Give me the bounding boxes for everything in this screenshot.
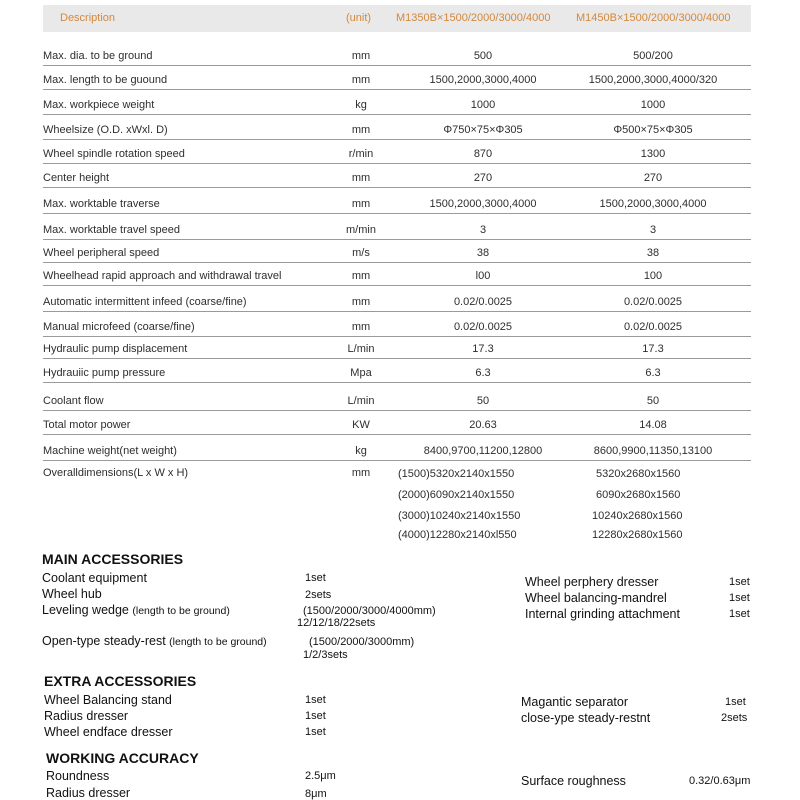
accuracy-radius-value: 8μm	[305, 788, 327, 800]
spec-name: Max. dia. to be ground	[43, 50, 153, 62]
endface-dresser-qty: 1set	[305, 726, 326, 738]
spec-name: Hydraulic pump displacement	[43, 343, 188, 355]
internal-grinding-label: Internal grinding attachment	[525, 607, 680, 621]
spec-name: Max. worktable travel speed	[43, 224, 180, 236]
spec-unit: mm	[351, 296, 371, 308]
spec-row	[43, 240, 751, 263]
spec-value-m1450b: 1500,2000,3000,4000/320	[588, 74, 718, 86]
extra-accessories-title: EXTRA ACCESSORIES	[44, 673, 197, 689]
leveling-wedge-name: Leveling wedge	[42, 603, 129, 617]
spec-value-m1450b: 1300	[640, 148, 666, 160]
leveling-wedge-note: (length to be ground)	[132, 605, 230, 617]
spec-unit: mm	[351, 270, 371, 282]
header-unit: (unit)	[346, 12, 372, 24]
surface-roughness-value: 0.32/0.63μm	[689, 775, 751, 787]
spec-row	[43, 314, 751, 337]
spec-row	[43, 289, 751, 312]
spec-value-m1350b: 3	[479, 224, 487, 236]
steady-rest-note: (length to be ground)	[169, 636, 267, 648]
spec-value-m1350b: 8400,9700,11200,12800	[423, 445, 543, 457]
spec-value-m1350b: 0.02/0.0025	[453, 321, 513, 333]
spec-row	[43, 336, 751, 359]
spec-value-m1450b: 8600,9900,11350,13100	[593, 445, 713, 457]
spec-row	[43, 67, 751, 90]
balancing-mandrel-qty: 1set	[729, 592, 750, 604]
spec-value-m1350b: 500	[473, 50, 493, 62]
magnetic-separator-label: Magantic separator	[521, 695, 629, 709]
spec-row	[43, 43, 751, 66]
steady-rest-qty: 1/2/3sets	[303, 649, 348, 661]
main-accessories-title: MAIN ACCESSORIES	[42, 551, 184, 567]
spec-unit: mm	[351, 50, 371, 62]
spec-value-m1350b: 870	[473, 148, 493, 160]
spec-value-m1350b: 0.02/0.0025	[453, 296, 513, 308]
accuracy-radius-label: Radius dresser	[46, 786, 131, 800]
spec-name: Automatic intermittent infeed (coarse/fine)	[43, 296, 247, 308]
balancing-mandrel-label: Wheel balancing-mandrel	[525, 591, 667, 605]
spec-value-m1350b: 1500,2000,3000,4000	[429, 74, 537, 86]
spec-row	[43, 412, 751, 435]
dimensions-m1450b-4: 12280x2680x1560	[592, 529, 683, 541]
spec-value-m1450b: 0.02/0.0025	[623, 321, 683, 333]
header-description: Description	[60, 12, 116, 24]
spec-value-m1450b: 6.3	[645, 367, 661, 379]
spec-unit: m/min	[346, 224, 376, 236]
spec-name: Max. length to be guound	[43, 74, 168, 86]
endface-dresser-label: Wheel endface dresser	[44, 725, 173, 739]
spec-unit: mm	[351, 321, 371, 333]
spec-value-m1450b: 38	[646, 247, 660, 259]
periphery-dresser-label: Wheel perphery dresser	[525, 575, 659, 589]
spec-unit: mm	[351, 124, 371, 136]
closed-steady-rest-qty: 2sets	[721, 712, 748, 724]
wheel-hub-qty: 2sets	[305, 589, 332, 601]
dimensions-m1450b-1: 5320x2680x1560	[596, 468, 681, 480]
spec-value-m1350b: 1000	[470, 99, 496, 111]
spec-row	[43, 438, 751, 461]
spec-name: Machine weight(net weight)	[43, 445, 177, 457]
radius-dresser-qty: 1set	[305, 710, 326, 722]
coolant-equipment-label: Coolant equipment	[42, 571, 147, 585]
spec-unit: mm	[351, 74, 371, 86]
spec-unit: L/min	[347, 395, 375, 407]
spec-value-m1450b: 0.02/0.0025	[623, 296, 683, 308]
spec-value-m1350b: 17.3	[472, 343, 494, 355]
spec-value-m1350b: 50	[476, 395, 490, 407]
dimensions-unit: mm	[351, 467, 371, 479]
spec-unit: Mpa	[350, 367, 372, 379]
spec-value-m1350b: l00	[475, 270, 491, 282]
header-model-m1350b: M1350B×1500/2000/3000/4000	[396, 12, 551, 24]
dimensions-label: Overalldimensions(L x W x H)	[43, 467, 189, 479]
spec-row	[43, 191, 751, 214]
spec-unit: m/s	[352, 247, 370, 259]
spec-value-m1450b: 100	[643, 270, 663, 282]
spec-row	[43, 388, 751, 411]
spec-value-m1450b: 500/200	[633, 50, 673, 62]
dimensions-m1350b-2: (2000)6090x2140x1550	[398, 489, 515, 501]
closed-steady-rest-label: close-ype steady-restnt	[521, 711, 651, 725]
radius-dresser-label: Radius dresser	[44, 709, 129, 723]
spec-row	[43, 141, 751, 164]
balancing-stand-qty: 1set	[305, 694, 326, 706]
wheel-hub-label: Wheel hub	[42, 587, 102, 601]
leveling-wedge-label	[42, 603, 230, 617]
spec-unit: kg	[355, 99, 367, 111]
spec-unit: mm	[351, 198, 371, 210]
spec-unit: mm	[351, 172, 371, 184]
spec-unit: KW	[352, 419, 370, 431]
spec-name: Center height	[43, 172, 110, 184]
spec-row	[43, 165, 751, 188]
spec-row	[43, 117, 751, 140]
internal-grinding-qty: 1set	[729, 608, 750, 620]
spec-name: Coolant flow	[43, 395, 104, 407]
spec-row	[43, 92, 751, 115]
spec-name: Wheel spindle rotation speed	[43, 148, 185, 160]
coolant-equipment-qty: 1set	[305, 572, 326, 584]
spec-name: Manual microfeed (coarse/fine)	[43, 321, 195, 333]
spec-name: Max. workpiece weight	[43, 99, 155, 111]
spec-value-m1350b: 270	[473, 172, 493, 184]
spec-value-m1350b: 20.63	[469, 419, 497, 431]
spec-value-m1450b: 270	[643, 172, 663, 184]
balancing-stand-label: Wheel Balancing stand	[44, 693, 172, 707]
magnetic-separator-qty: 1set	[725, 696, 746, 708]
spec-value-m1350b: Φ750×75×Φ305	[443, 124, 523, 136]
roundness-value: 2.5μm	[305, 770, 336, 782]
leveling-wedge-lengths: (1500/2000/3000/4000mm)	[303, 605, 436, 617]
spec-value-m1350b: 1500,2000,3000,4000	[429, 198, 537, 210]
roundness-label: Roundness	[46, 769, 110, 783]
spec-table-header	[43, 5, 751, 32]
spec-name: Hydrauiic pump pressure	[43, 367, 166, 379]
spec-unit: r/min	[348, 148, 374, 160]
steady-rest-lengths: (1500/2000/3000mm)	[309, 636, 415, 648]
spec-row	[43, 360, 751, 383]
spec-unit: kg	[355, 445, 367, 457]
spec-name: Wheelsize (O.D. xWxl. D)	[43, 124, 168, 136]
spec-value-m1350b: 6.3	[475, 367, 491, 379]
spec-name: Max. worktable traverse	[43, 198, 160, 210]
leveling-wedge-qty: 12/12/18/22sets	[297, 617, 376, 629]
spec-unit: L/min	[347, 343, 375, 355]
spec-value-m1450b: 50	[646, 395, 660, 407]
dimensions-m1450b-3: 10240x2680x1560	[592, 510, 683, 522]
spec-value-m1450b: 17.3	[642, 343, 664, 355]
surface-roughness-label: Surface roughness	[521, 774, 626, 788]
spec-value-m1450b: 3	[649, 224, 657, 236]
spec-name: Wheel peripheral speed	[43, 247, 160, 259]
spec-value-m1450b: 1500,2000,3000,4000	[599, 198, 707, 210]
dimensions-m1350b-3: (3000)10240x2140x1550	[398, 510, 521, 522]
spec-row	[43, 217, 751, 240]
spec-value-m1450b: 1000	[640, 99, 666, 111]
spec-name: Total motor power	[43, 419, 131, 431]
spec-value-m1450b: 14.08	[639, 419, 667, 431]
working-accuracy-title: WORKING ACCURACY	[46, 750, 199, 766]
periphery-dresser-qty: 1set	[729, 576, 750, 588]
header-model-m1450b: M1450B×1500/2000/3000/4000	[576, 12, 731, 24]
dimensions-m1350b-4: (4000)12280x2140xl550	[398, 529, 517, 541]
spec-row	[43, 263, 751, 286]
spec-name: Wheelhead rapid approach and withdrawal travel	[43, 270, 282, 282]
steady-rest-name: Open-type steady-rest	[42, 634, 166, 648]
dimensions-m1450b-2: 6090x2680x1560	[596, 489, 681, 501]
steady-rest-label	[42, 634, 267, 648]
spec-value-m1350b: 38	[476, 247, 490, 259]
spec-value-m1450b: Φ500×75×Φ305	[613, 124, 693, 136]
dimensions-m1350b-1: (1500)5320x2140x1550	[398, 468, 515, 480]
